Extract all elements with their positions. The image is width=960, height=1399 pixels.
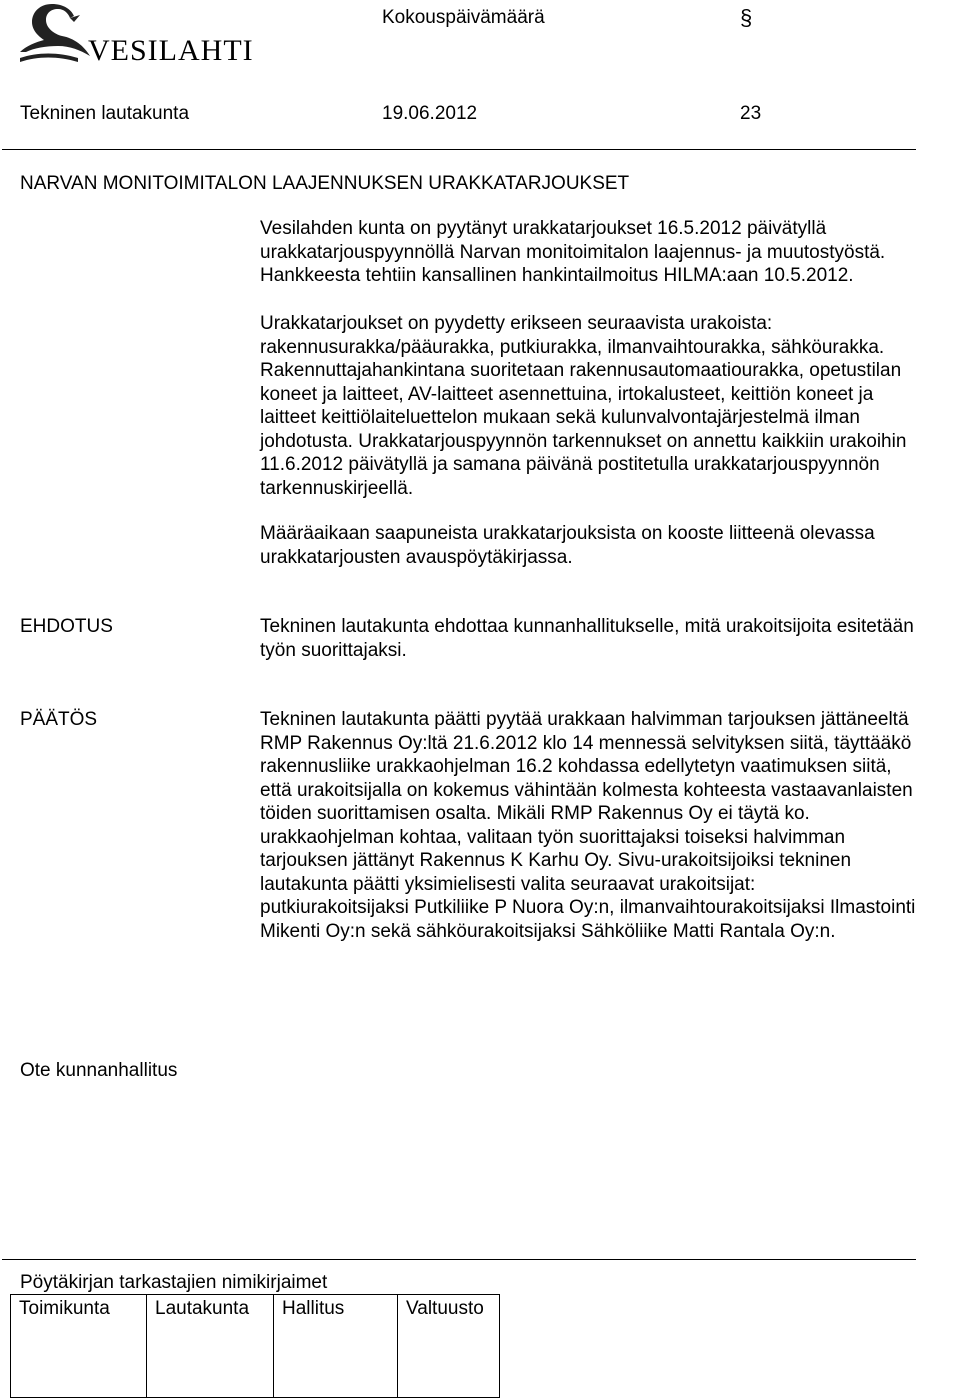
text-line: rakennusliike urakkaohjelman 16.2 kohdassa edellytetyn vaatimuksen siitä, [260, 756, 892, 777]
meeting-date-label: Kokouspäivämäärä [382, 7, 545, 28]
text-line: Mikenti Oy:n sekä sähköurakoitsijaksi Sähköliike Matti Rantala Oy:n. [260, 920, 836, 942]
decision-label: PÄÄTÖS [20, 709, 98, 730]
text-line: Urakkatarjoukset on pyydetty erikseen seuraavista urakoista: [260, 313, 773, 334]
text-line: 11.6.2012 päivätyllä ja samana päivänä postitetulla urakkatarjouspyynnön [260, 454, 880, 475]
text-line: koneet ja laitteet, AV-laitteet asennettuina, irtokalusteet, keittiön koneet ja [260, 383, 874, 405]
decision-paragraph [260, 708, 960, 943]
section-mark: § [740, 5, 753, 30]
logo-wordmark: VESILAHTI [88, 34, 254, 67]
text-line: että urakoitsijalla on kokemus vähintään kolmesta kohteesta vastaavanlaisten [260, 779, 913, 801]
meeting-date: 19.06.2012 [382, 103, 478, 124]
text-line: työn suorittajaksi. [260, 639, 407, 661]
vesilahti-logo [18, 0, 254, 72]
page-title: NARVAN MONITOIMITALON LAAJENNUKSEN URAKKATARJOUKSET [20, 173, 630, 194]
signature-cell-toimikunta [11, 1295, 147, 1398]
text-line: Hankkeesta tehtiin kansallinen hankintailmoitus HILMA:aan 10.5.2012. [260, 265, 854, 286]
text-line: tarkennuskirjeellä. [260, 477, 414, 499]
text-line: Tekninen lautakunta ehdottaa kunnanhallitukselle, mitä urakoitsijoita esitetään [260, 616, 914, 637]
proposal-paragraph [260, 615, 960, 662]
footer-divider [2, 1259, 916, 1260]
text-line: putkiurakoitsijaksi Putkiliike P Nuora Oy:n, ilmanvaihtourakoitsijaksi Ilmastointi [260, 897, 916, 918]
column-label: Lautakunta [155, 1298, 250, 1319]
summary-paragraph [260, 522, 960, 569]
column-label: Valtuusto [406, 1298, 484, 1319]
column-label: Hallitus [282, 1298, 345, 1319]
text-line: Rakennuttajahankintana suoritetaan rakennusautomaatiourakka, opetustilan [260, 360, 902, 381]
swan-logo-icon [18, 0, 98, 72]
extract-note: Ote kunnanhallitus [20, 1060, 178, 1081]
signatures-title: Pöytäkirjan tarkastajien nimikirjaimet [20, 1272, 328, 1293]
signature-table [10, 1294, 500, 1398]
text-line: johdotusta. Urakkatarjouspyynnön tarkennukset on annettu kaikkiin urakoihin [260, 430, 907, 452]
text-line: töiden suorittamisen osalta. Mikäli RMP Rakennus Oy ei täytä ko. [260, 803, 810, 824]
text-line: rakennusurakka/pääurakka, putkiurakka, ilmanvaihtourakka, sähköurakka. [260, 336, 885, 358]
committee-name: Tekninen lautakunta [20, 103, 190, 124]
text-line: RMP Rakennus Oy:ltä 21.6.2012 klo 14 mennessä selvityksen siitä, täyttääkö [260, 732, 912, 754]
header-divider [2, 149, 916, 150]
text-line: Tekninen lautakunta päätti pyytää urakkaan halvimman tarjouksen jättäneeltä [260, 709, 909, 730]
requests-paragraph [260, 312, 960, 500]
text-line: urakkaohjelman kohtaa, valitaan työn suorittajaksi toiseksi halvimman [260, 826, 846, 848]
text-line: Määräaikaan saapuneista urakkatarjouksista on kooste liitteenä olevassa [260, 523, 875, 544]
proposal-label: EHDOTUS [20, 616, 113, 637]
signature-cell-valtuusto [398, 1295, 500, 1398]
text-line: lautakunta päätti yksimielisesti valita seuraavat urakoitsijat: [260, 873, 756, 895]
text-line: tarjouksen jättänyt Rakennus K Karhu Oy. Sivu-urakoitsijoiksi tekninen [260, 850, 852, 871]
column-label: Toimikunta [19, 1298, 110, 1319]
text-line: Vesilahden kunta on pyytänyt urakkatarjoukset 16.5.2012 päivätyllä [260, 218, 827, 239]
signature-cell-lautakunta [147, 1295, 274, 1398]
signature-cell-hallitus [274, 1295, 398, 1398]
page-number: 23 [740, 103, 762, 124]
text-line: urakkatarjouspyynnöllä Narvan monitoimitalon laajennus- ja muutostyöstä. [260, 241, 886, 263]
intro-paragraph [260, 217, 960, 288]
text-line: laitteet keittiölaiteluettelon mukaan sekä kulunvalvontajärjestelmä ilman [260, 407, 860, 428]
text-line: urakkatarjousten avauspöytäkirjassa. [260, 546, 573, 568]
